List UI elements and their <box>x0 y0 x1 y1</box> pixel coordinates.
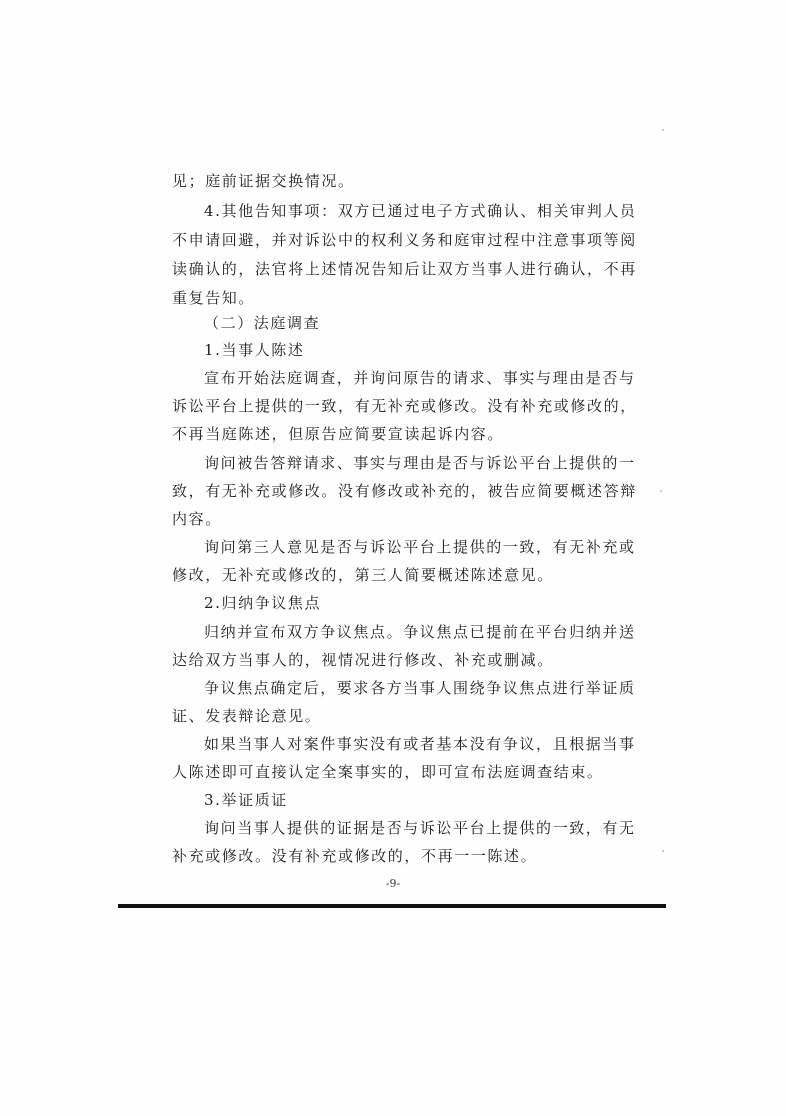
text-line: 诉讼平台上提供的一致，有无补充或修改。没有补充或修改的， <box>172 397 637 415</box>
text-line: 询问当事人提供的证据是否与诉讼平台上提供的一致，有无 <box>204 819 636 837</box>
text-line: 询问被告答辩请求、事实与理由是否与诉讼平台上提供的一 <box>204 454 636 472</box>
scan-speck <box>662 129 664 131</box>
text-line: 不再当庭陈述，但原告应简要宣读起诉内容。 <box>172 425 505 443</box>
bottom-rule <box>118 904 666 908</box>
text-line: 补充或修改。没有补充或修改的，不再一一陈述。 <box>172 847 538 865</box>
subsection-heading: 2.归纳争议焦点 <box>204 594 322 612</box>
text-line: 宣布开始法庭调查，并询问原告的请求、事实与理由是否与 <box>204 369 636 387</box>
text-line: 内容。 <box>172 510 222 528</box>
text-line: 争议焦点确定后，要求各方当事人围绕争议焦点进行举证质 <box>204 679 636 697</box>
text-line: 修改，无补充或修改的，第三人简要概述陈述意见。 <box>172 566 554 584</box>
scan-speck <box>662 850 664 852</box>
subsection-heading: 1.当事人陈述 <box>204 341 305 359</box>
text-line: 致，有无补充或修改。没有修改或补充的，被告应简要概述答辩 <box>172 482 637 500</box>
text-line: 达给双方当事人的，视情况进行修改、补充或删减。 <box>172 651 554 669</box>
text-line: 询问第三人意见是否与诉讼平台上提供的一致，有无补充或 <box>204 538 636 556</box>
subsection-heading: 3.举证质证 <box>204 791 288 809</box>
text-line: 人陈述即可直接认定全案事实的，即可宣布法庭调查结束。 <box>172 763 604 781</box>
text-line: 见；庭前证据交换情况。 <box>172 172 355 190</box>
section-heading: （二）法庭调查 <box>204 314 321 332</box>
scan-speck <box>660 490 662 492</box>
text-line: 归纳并宣布双方争议焦点。争议焦点已提前在平台归纳并送 <box>204 623 636 641</box>
text-line: 读确认的，法官将上述情况告知后让双方当事人进行确认，不再 <box>172 260 637 278</box>
text-line: 如果当事人对案件事实没有或者基本没有争议，且根据当事 <box>204 735 636 753</box>
text-line: 4.其他告知事项：双方已通过电子方式确认、相关审判人员 <box>204 202 637 220</box>
text-line: 证、发表辩论意见。 <box>172 707 322 725</box>
text-line: 不申请回避，并对诉讼中的权利义务和庭审过程中注意事项等阅 <box>172 231 637 249</box>
page-number: -9- <box>385 877 401 890</box>
text-line: 重复告知。 <box>172 289 256 307</box>
